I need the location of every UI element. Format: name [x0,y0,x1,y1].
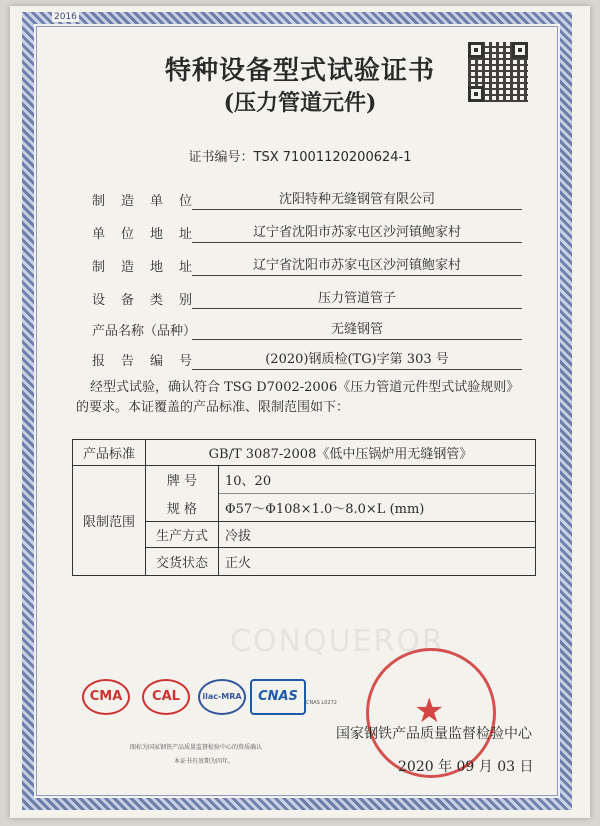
field-label-report-number: 报告编号 [92,354,192,369]
process-value: 冷拔 [219,522,536,548]
year-tag: 2016 [54,12,77,22]
field-label-equipment-category: 设备类别 [92,293,192,308]
certificate-number-value: TSX 71001120200624-1 [253,150,412,165]
field-value-product-name: 无缝钢管 [192,318,522,340]
standard-value: GB/T 3087-2008《低中压锅炉用无缝钢管》 [146,440,536,466]
seal-star-icon: ★ [414,691,445,731]
spec-value: Φ57～Φ108×1.0～8.0×L (mm) [219,494,536,522]
background-watermark: CONQUEROR [230,624,445,659]
field-value-unit-address: 辽宁省沈阳市苏家屯区沙河镇鲍家村 [192,221,522,243]
process-label: 生产方式 [146,522,219,548]
certificate-subtitle: (压力管道元件) [223,90,377,116]
table-row [73,466,536,494]
cnas-logo-icon: CNAS [250,679,306,715]
grade-label: 牌 号 [146,466,219,494]
field-value-manufacturer: 沈阳特种无缝钢管有限公司 [192,188,522,210]
delivery-label: 交货状态 [146,548,219,576]
issue-date: 2020 年 09 月 03 日 [398,759,534,775]
field-label-manufacturer: 制造单位 [92,194,192,209]
certificate-number [0,146,600,165]
certificate-title: 特种设备型式试验证书 [164,56,435,86]
cma-logo-icon: CMA [82,679,130,715]
grade-value: 10、20 [219,466,536,494]
conformity-statement [76,378,536,418]
conformity-line-2: 的要求。本证覆盖的产品标准、限制范围如下： [76,400,350,415]
ilac-mra-logo-icon: ilac-MRA [198,679,246,715]
field-value-manufacturing-address: 辽宁省沈阳市苏家屯区沙河镇鲍家村 [192,254,522,276]
field-label-product-name: 产品名称（品种） [92,324,197,339]
field-value-equipment-category: 压力管道管子 [192,287,522,309]
footer-note-qualification: 图标为国家钢铁产品质量监督检验中心的资质确认 [130,744,263,751]
standard-label: 产品标准 [73,440,146,466]
conformity-line-1: 经型式试验，确认符合 TSG D7002-2006《压力管道元件型式试验规则》 [90,380,520,395]
delivery-value: 正火 [219,548,536,576]
scope-label: 限制范围 [73,466,146,576]
certificate-number-label: 证书编号： [188,150,254,165]
issuing-authority: 国家钢铁产品质量监督检验中心 [336,726,532,742]
spec-label: 规 格 [146,494,219,522]
field-value-report-number: (2020)钢质检(TG)字第 303 号 [192,348,522,370]
field-label-unit-address: 单位地址 [92,227,192,242]
cnas-number: CNAS L0272 [306,700,337,706]
table-row [73,440,536,466]
scope-table [72,439,536,576]
cal-logo-icon: CAL [142,679,190,715]
field-label-manufacturing-address: 制造地址 [92,260,192,275]
footer-note-validity: 本证书有效期为四年。 [174,758,235,765]
